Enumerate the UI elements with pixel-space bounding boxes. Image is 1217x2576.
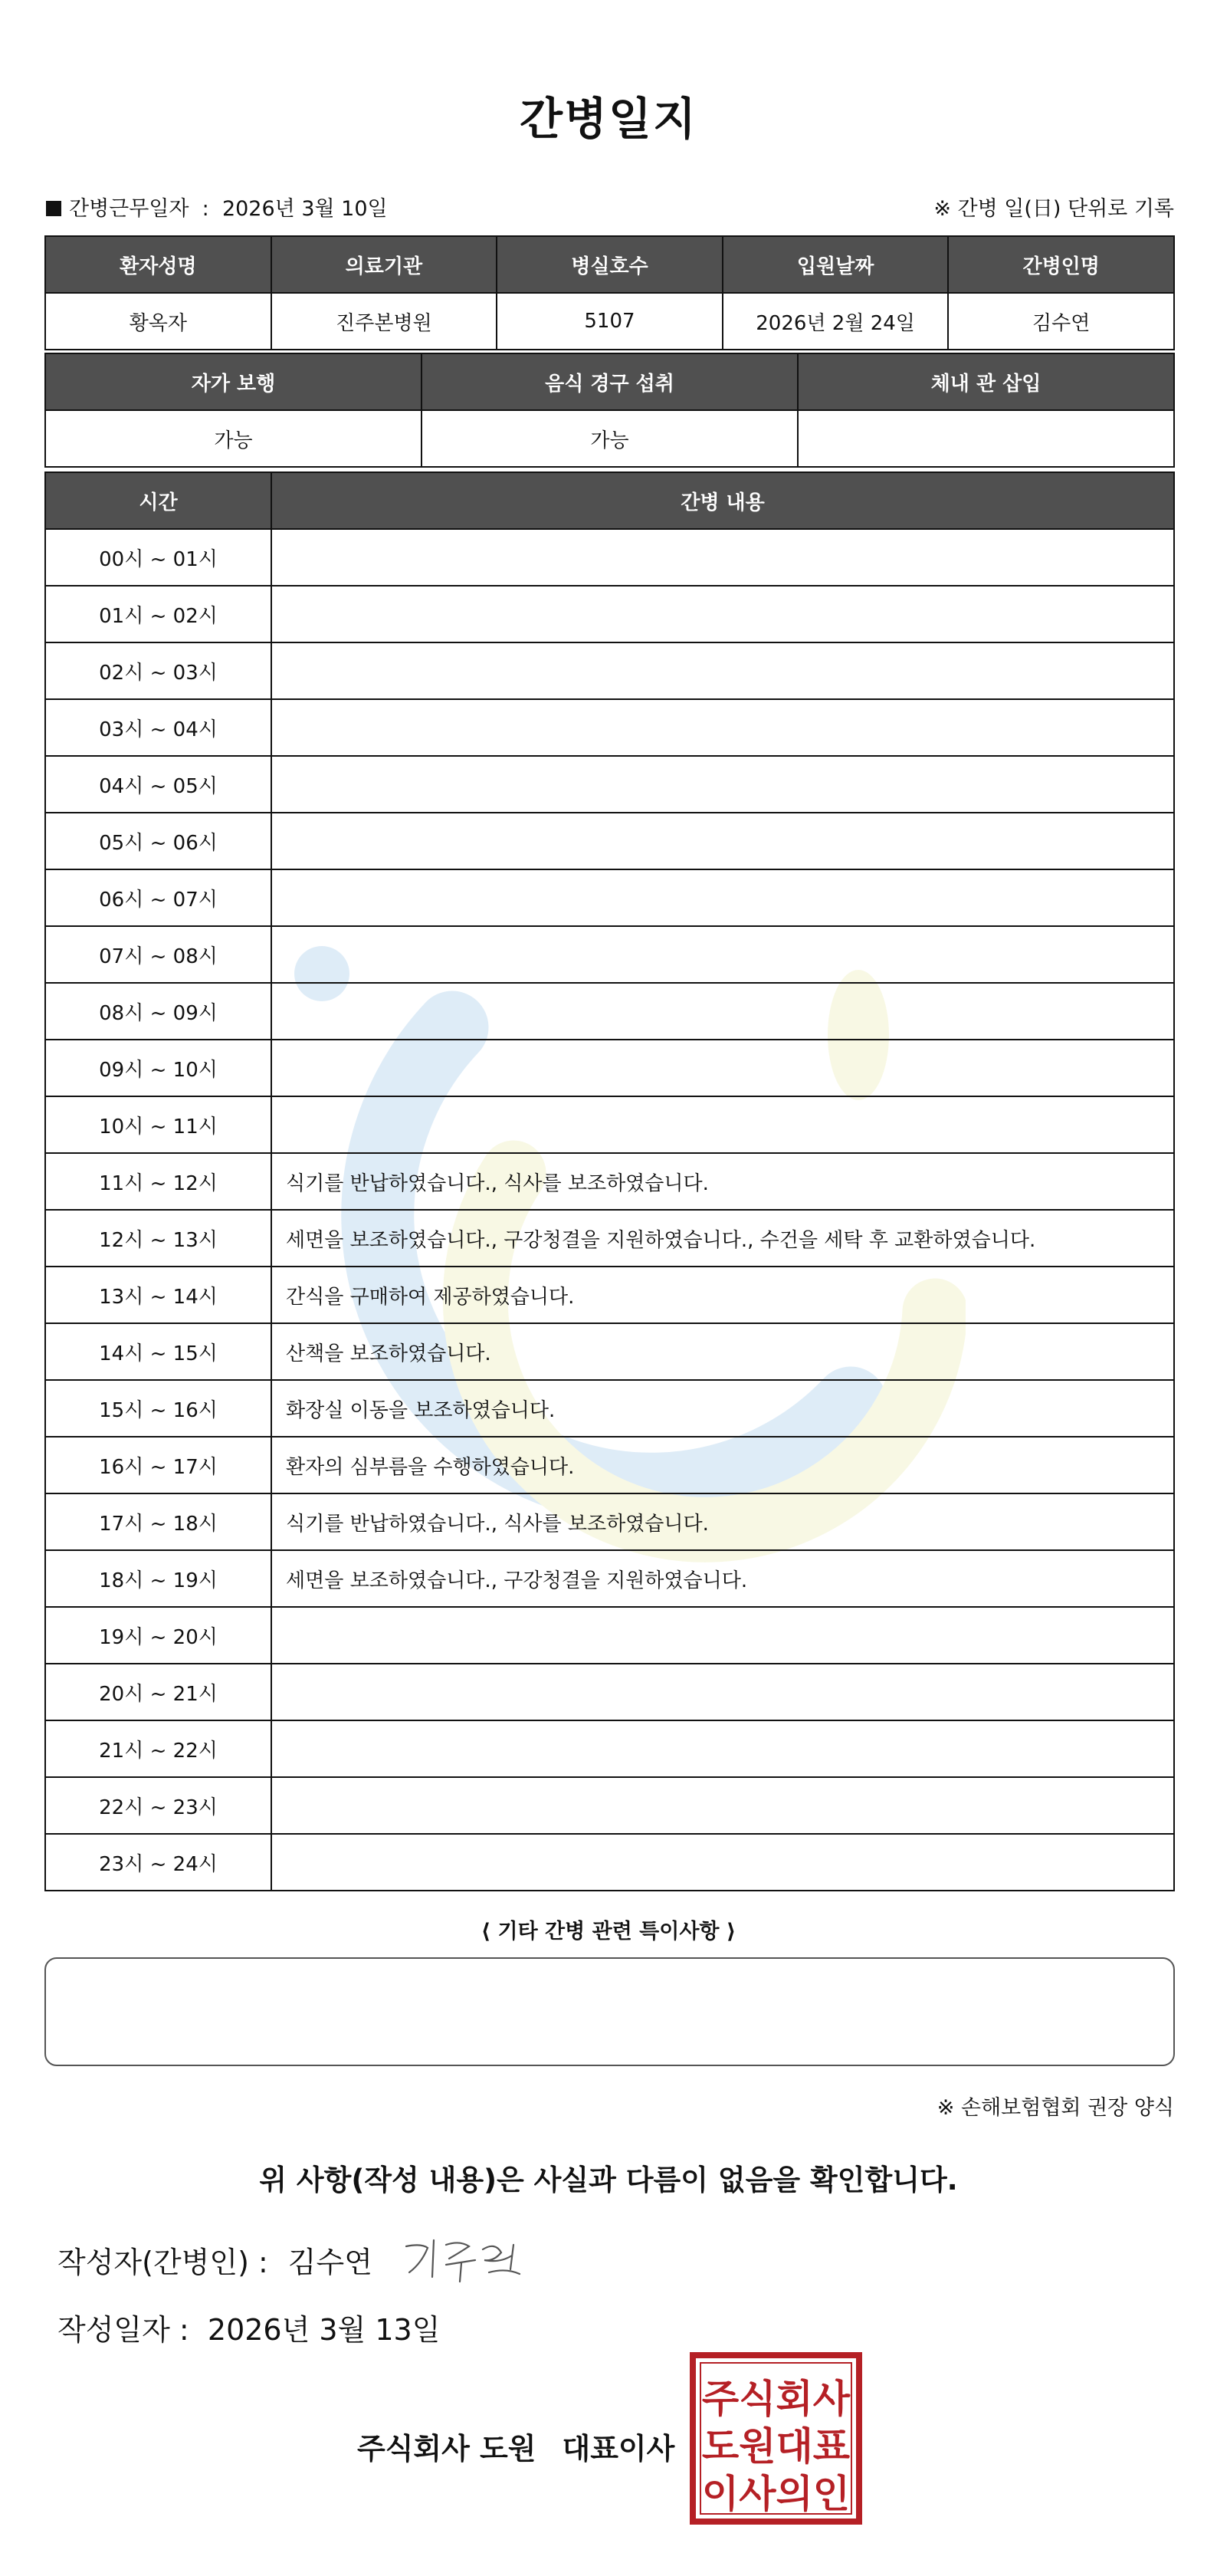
time-cell: 04시 ~ 05시 [45,756,271,813]
page-title: 간병일지 [519,93,698,145]
table-header-row [45,472,1174,529]
content-cell [271,1040,1174,1096]
content-cell: 세면을 보조하였습니다., 구강청결을 지원하였습니다., 수건을 세탁 후 교환하였습니다. [271,1210,1174,1267]
time-cell: 09시 ~ 10시 [45,1040,271,1096]
care-log-table [44,472,1175,1891]
content-cell [271,983,1174,1040]
patient-info-table [44,235,1175,350]
time-cell: 23시 ~ 24시 [45,1834,271,1891]
work-date: 간병근무일자 : 2026년 3월 10일 [46,192,388,222]
table-row [45,1834,1174,1891]
work-date-label: 간병근무일자 [69,197,189,221]
table-row [45,1380,1174,1437]
time-cell: 00시 ~ 01시 [45,529,271,586]
table-header-row [45,353,1174,410]
time-cell: 17시 ~ 18시 [45,1493,271,1550]
svg-text:이사의인: 이사의인 [701,2472,851,2516]
content-cell: 식기를 반납하였습니다., 식사를 보조하였습니다. [271,1493,1174,1550]
table-row [45,293,1174,350]
content-cell [271,642,1174,699]
recommend-note: ※ 손해보험협회 권장 양식 [937,2096,1174,2120]
time-cell: 06시 ~ 07시 [45,869,271,926]
content-cell [271,926,1174,983]
time-cell: 18시 ~ 19시 [45,1550,271,1607]
square-bullet-icon [46,201,61,216]
header-tube-insertion: 체내 관 삽입 [798,353,1174,410]
time-cell: 11시 ~ 12시 [45,1153,271,1210]
table-row [45,1267,1174,1323]
time-cell: 05시 ~ 06시 [45,813,271,869]
table-row [45,1437,1174,1493]
header-caregiver: 간병인명 [948,236,1174,293]
time-cell: 07시 ~ 08시 [45,926,271,983]
time-cell: 10시 ~ 11시 [45,1096,271,1153]
table-row [45,1664,1174,1720]
header-admission-date: 입원날짜 [723,236,949,293]
table-row [45,1040,1174,1096]
patient-name: 황옥자 [45,293,271,350]
time-cell: 12시 ~ 13시 [45,1210,271,1267]
table-row [45,1153,1174,1210]
oral-intake-value: 가능 [422,410,798,467]
content-cell [271,869,1174,926]
svg-text:주식회사: 주식회사 [701,2377,851,2421]
time-cell: 02시 ~ 03시 [45,642,271,699]
header-self-walking: 자가 보행 [45,353,422,410]
header-care-content: 간병 내용 [271,472,1174,529]
date-value: 2026년 3월 13일 [207,2313,441,2347]
table-row [45,813,1174,869]
table-header-row [45,236,1174,293]
table-row [45,1210,1174,1267]
table-row [45,699,1174,756]
content-cell [271,1834,1174,1891]
table-row [45,1607,1174,1664]
content-cell [271,1664,1174,1720]
self-walking-value: 가능 [45,410,422,467]
table-row [45,529,1174,586]
hospital-name: 진주본병원 [271,293,497,350]
content-cell: 간식을 구매하여 제공하였습니다. [271,1267,1174,1323]
content-cell [271,1607,1174,1664]
header-room: 병실호수 [497,236,723,293]
time-cell: 13시 ~ 14시 [45,1267,271,1323]
time-cell: 03시 ~ 04시 [45,699,271,756]
writer-label: 작성자(간병인) : [57,2246,268,2279]
table-row [45,586,1174,642]
writer-line [57,2239,372,2281]
company-seal [690,2352,862,2525]
table-row [45,1550,1174,1607]
time-cell: 19시 ~ 20시 [45,1607,271,1664]
room-number: 5107 [497,293,723,350]
table-row [45,1096,1174,1153]
time-cell: 08시 ~ 09시 [45,983,271,1040]
write-date-line [57,2306,440,2348]
content-cell [271,1720,1174,1777]
content-cell: 식기를 반납하였습니다., 식사를 보조하였습니다. [271,1153,1174,1210]
header-oral-intake: 음식 경구 섭취 [422,353,798,410]
work-date-value: 2026년 3월 10일 [221,197,388,221]
table-row [45,983,1174,1040]
time-cell: 16시 ~ 17시 [45,1437,271,1493]
svg-text:도원대표: 도원대표 [701,2424,851,2469]
table-row [45,1323,1174,1380]
table-row [45,410,1174,467]
content-cell [271,529,1174,586]
content-cell [271,1777,1174,1834]
time-cell: 20시 ~ 21시 [45,1664,271,1720]
special-notes-box [44,1957,1175,2066]
company-name: 주식회사 도원 [357,2432,536,2466]
company-line [357,2425,674,2467]
content-cell: 환자의 심부름을 수행하였습니다. [271,1437,1174,1493]
table-row [45,756,1174,813]
tube-insertion-value [798,410,1174,467]
time-cell: 22시 ~ 23시 [45,1777,271,1834]
company-role: 대표이사 [562,2432,675,2466]
caregiver-name: 김수연 [948,293,1174,350]
patient-status-table [44,353,1175,468]
time-cell: 15시 ~ 16시 [45,1380,271,1437]
header-hospital: 의료기관 [271,236,497,293]
content-cell [271,699,1174,756]
special-notes-title: ⟨ 기타 간병 관련 특이사항 ⟩ [481,1920,736,1944]
content-cell [271,1096,1174,1153]
table-row [45,642,1174,699]
time-cell: 14시 ~ 15시 [45,1323,271,1380]
confirm-statement: 위 사항(작성 내용)은 사실과 다름이 없음을 확인합니다. [259,2164,958,2196]
content-cell: 세면을 보조하였습니다., 구강청결을 지원하였습니다. [271,1550,1174,1607]
table-row [45,869,1174,926]
time-cell: 21시 ~ 22시 [45,1720,271,1777]
content-cell [271,756,1174,813]
admission-date: 2026년 2월 24일 [723,293,949,350]
table-row [45,1720,1174,1777]
time-cell: 01시 ~ 02시 [45,586,271,642]
record-note: ※ 간병 일(日) 단위로 기록 [933,197,1174,221]
header-time: 시간 [45,472,271,529]
table-row [45,1493,1174,1550]
handwritten-signature [399,2229,529,2291]
date-label: 작성일자 : [57,2313,189,2347]
table-row [45,926,1174,983]
table-row [45,1777,1174,1834]
content-cell [271,586,1174,642]
content-cell [271,813,1174,869]
writer-name: 김수연 [287,2246,372,2279]
content-cell: 산책을 보조하였습니다. [271,1323,1174,1380]
content-cell: 화장실 이동을 보조하였습니다. [271,1380,1174,1437]
header-patient-name: 환자성명 [45,236,271,293]
